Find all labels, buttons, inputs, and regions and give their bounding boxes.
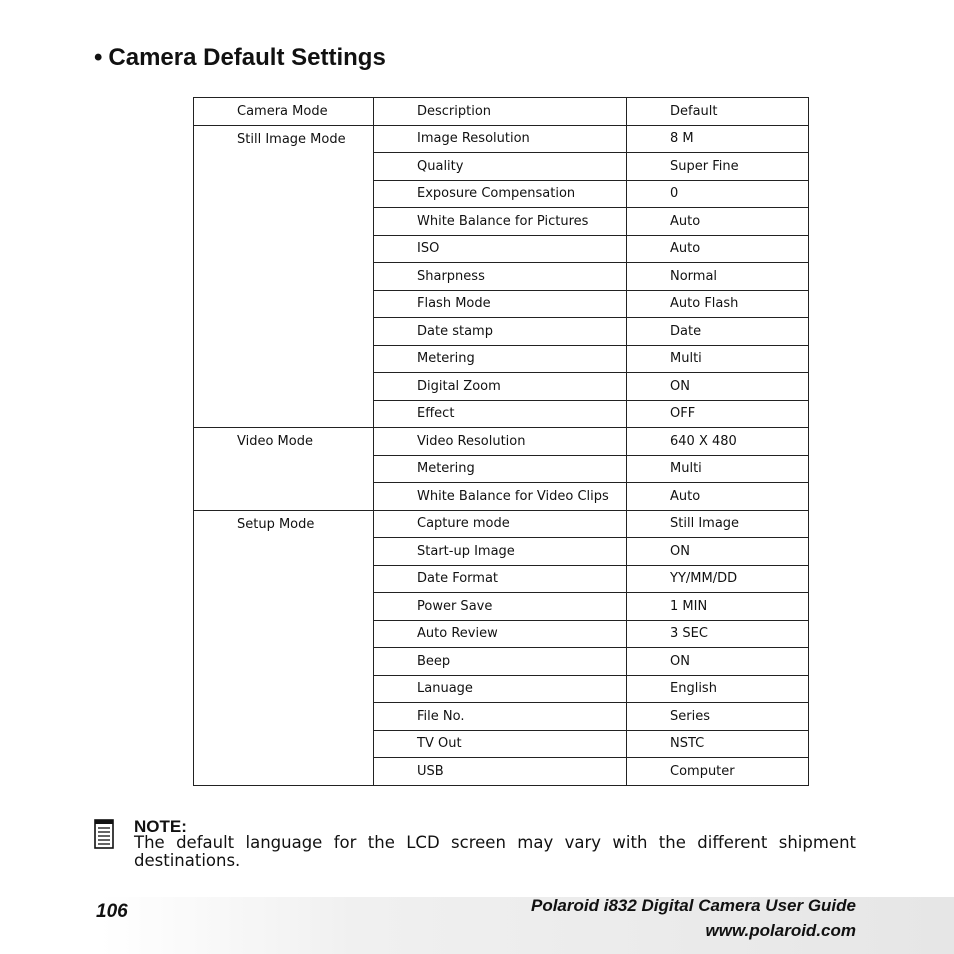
description-cell: Exposure Compensation [374,180,627,208]
default-value-cell: 1 MIN [627,593,809,621]
description-cell: Metering [374,455,627,483]
description-cell: Digital Zoom [374,373,627,401]
default-value-cell: Auto [627,235,809,263]
website-url: www.polaroid.com [705,921,856,940]
default-value-cell: ON [627,373,809,401]
default-value-cell: 8 M [627,125,809,153]
default-value-cell: Auto [627,208,809,236]
description-cell: Sharpness [374,263,627,291]
note-text: The default language for the LCD screen may vary with the different shipment destinations. [134,833,856,870]
default-value-cell: 640 X 480 [627,428,809,456]
table-header-row [194,98,809,126]
description-cell: USB [374,758,627,786]
default-value-cell: Auto Flash [627,290,809,318]
title-text: Camera Default Settings [108,44,386,71]
page-number: 106 [96,901,128,922]
default-value-cell: Multi [627,455,809,483]
title-bullet: • [94,44,103,71]
description-cell: Image Resolution [374,125,627,153]
page-title [94,44,386,72]
default-value-cell: YY/MM/DD [627,565,809,593]
description-cell: Capture mode [374,510,627,538]
description-cell: Lanuage [374,675,627,703]
default-value-cell: ON [627,648,809,676]
default-value-cell: 3 SEC [627,620,809,648]
description-cell: Date Format [374,565,627,593]
description-cell: ISO [374,235,627,263]
default-value-cell: Normal [627,263,809,291]
description-cell: Date stamp [374,318,627,346]
settings-table [193,97,809,786]
notepad-icon [94,819,114,849]
description-cell: Beep [374,648,627,676]
camera-mode-cell: Video Mode [194,428,374,511]
guide-title: Polaroid i832 Digital Camera User Guide [530,896,856,915]
default-value-cell: Computer [627,758,809,786]
default-value-cell: English [627,675,809,703]
camera-mode-cell: Still Image Mode [194,125,374,428]
description-cell: File No. [374,703,627,731]
table-row [194,428,809,456]
default-value-cell: ON [627,538,809,566]
description-cell: Auto Review [374,620,627,648]
description-cell: Power Save [374,593,627,621]
description-cell: Effect [374,400,627,428]
table-row [194,125,809,153]
default-value-cell: Super Fine [627,153,809,181]
settings-table-body [194,98,809,786]
description-cell: Quality [374,153,627,181]
description-cell: Flash Mode [374,290,627,318]
description-cell: TV Out [374,730,627,758]
default-value-cell: Multi [627,345,809,373]
note-label: NOTE: [134,817,187,836]
description-cell: White Balance for Video Clips [374,483,627,511]
camera-mode-cell: Setup Mode [194,510,374,785]
description-cell: Start-up Image [374,538,627,566]
header-default: Default [627,98,809,126]
header-description: Description [374,98,627,126]
table-row [194,510,809,538]
description-cell: Video Resolution [374,428,627,456]
description-cell: White Balance for Pictures [374,208,627,236]
default-value-cell: NSTC [627,730,809,758]
header-camera-mode: Camera Mode [194,98,374,126]
default-value-cell: Date [627,318,809,346]
default-value-cell: 0 [627,180,809,208]
default-value-cell: Series [627,703,809,731]
default-value-cell: Auto [627,483,809,511]
description-cell: Metering [374,345,627,373]
default-value-cell: OFF [627,400,809,428]
default-value-cell: Still Image [627,510,809,538]
